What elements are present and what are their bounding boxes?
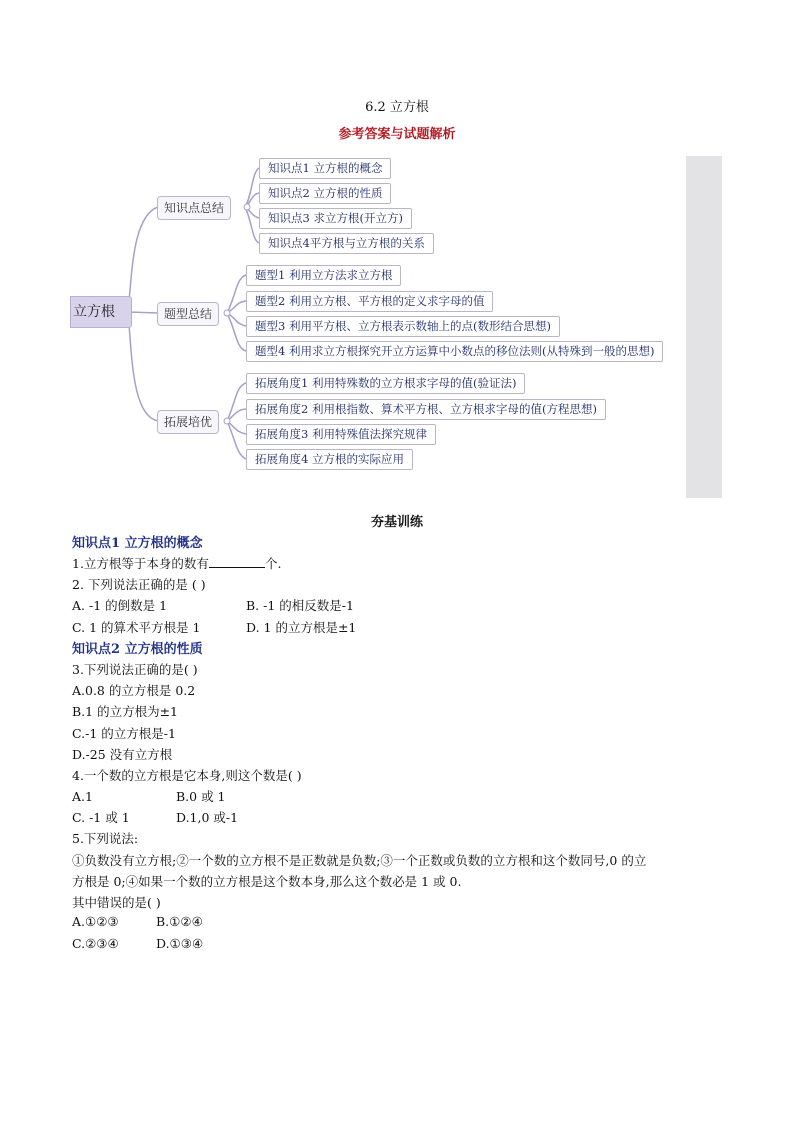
option-c[interactable]: C.②③④ xyxy=(72,936,119,951)
question-2-options-row2 xyxy=(72,618,356,636)
leaf-type1[interactable]: 题型1 利用立方法求立方根 xyxy=(246,265,401,286)
question-1-suffix: 个. xyxy=(264,556,282,571)
leaf-ext2[interactable]: 拓展角度2 利用根指数、算术平方根、立方根求字母的值(方程思想) xyxy=(246,399,606,420)
leaf-kp1[interactable]: 知识点1 立方根的概念 xyxy=(259,158,391,179)
option-d[interactable]: D. 1 的立方根是±1 xyxy=(246,620,357,635)
question-3-option-d[interactable]: D.-25 没有立方根 xyxy=(72,747,173,762)
question-5: 5.下列说法: xyxy=(72,831,139,846)
option-d[interactable]: D.1,0 或-1 xyxy=(176,810,239,825)
question-2-options-row1 xyxy=(72,596,354,614)
option-c[interactable]: C. 1 的算术平方根是 1 xyxy=(72,620,201,635)
option-d[interactable]: D.①③④ xyxy=(156,936,204,951)
question-1 xyxy=(72,554,281,572)
leaf-ext3[interactable]: 拓展角度3 利用特殊值法探究规律 xyxy=(246,424,436,445)
option-b[interactable]: B. -1 的相反数是-1 xyxy=(246,598,354,613)
leaf-ext4[interactable]: 拓展角度4 立方根的实际应用 xyxy=(246,449,413,470)
question-4-options-row2 xyxy=(72,808,238,826)
option-a[interactable]: A.1 xyxy=(72,789,93,804)
option-b[interactable]: B.①②④ xyxy=(156,914,203,929)
question-5-options-row1 xyxy=(72,914,203,929)
question-4-options-row1 xyxy=(72,787,226,805)
question-5-statement-line2: 方根是 0;④如果一个数的立方根是这个数本身,那么这个数必是 1 或 0. xyxy=(72,874,462,889)
question-3: 3.下列说法正确的是( ) xyxy=(72,662,198,677)
knowledge-point-2-heading: 知识点2 立方根的性质 xyxy=(72,642,203,657)
leaf-kp3[interactable]: 知识点3 求立方根(开立方) xyxy=(259,208,412,229)
question-5-options-row2 xyxy=(72,936,203,951)
question-5-prompt: 其中错误的是( ) xyxy=(72,895,161,910)
leaf-kp4[interactable]: 知识点4平方根与立方根的关系 xyxy=(259,233,434,254)
answer-blank[interactable] xyxy=(209,555,265,568)
option-a[interactable]: A. -1 的倒数是 1 xyxy=(72,598,168,613)
leaf-kp2[interactable]: 知识点2 立方根的性质 xyxy=(259,183,391,204)
question-3-option-a[interactable]: A.0.8 的立方根是 0.2 xyxy=(72,683,196,698)
branch-question-types[interactable]: 题型总结 xyxy=(157,302,219,326)
leaf-type2[interactable]: 题型2 利用立方根、平方根的定义求字母的值 xyxy=(246,291,493,312)
leaf-type4[interactable]: 题型4 利用求立方根探究开立方运算中小数点的移位法则(从特殊到一般的思想) xyxy=(246,341,663,362)
question-3-option-b[interactable]: B.1 的立方根为±1 xyxy=(72,704,179,719)
mindmap-root-node[interactable]: 立方根 xyxy=(70,296,132,328)
question-2: 2. 下列说法正确的是 ( ) xyxy=(72,577,206,592)
option-a[interactable]: A.①②③ xyxy=(72,914,119,929)
page-subtitle: 参考答案与试题解析 xyxy=(338,127,456,142)
option-c[interactable]: C. -1 或 1 xyxy=(72,810,130,825)
section-title: 夯基训练 xyxy=(370,515,423,530)
question-1-text: 1.立方根等于本身的数有 xyxy=(72,556,209,571)
question-3-option-c[interactable]: C.-1 的立方根是-1 xyxy=(72,726,176,741)
option-b[interactable]: B.0 或 1 xyxy=(176,789,226,804)
leaf-type3[interactable]: 题型3 利用平方根、立方根表示数轴上的点(数形结合思想) xyxy=(246,316,560,337)
branch-knowledge-summary[interactable]: 知识点总结 xyxy=(157,196,231,220)
branch-extension[interactable]: 拓展培优 xyxy=(157,410,219,434)
knowledge-point-1-heading: 知识点1 立方根的概念 xyxy=(72,536,203,551)
question-5-statement-line1: ①负数没有立方根;②一个数的立方根不是正数就是负数;③一个正数或负数的立方根和这个数同号,0 的立 xyxy=(72,853,647,868)
question-4: 4.一个数的立方根是它本身,则这个数是( ) xyxy=(72,768,302,783)
page-title: 6.2 立方根 xyxy=(365,100,429,115)
leaf-ext1[interactable]: 拓展角度1 利用特殊数的立方根求字母的值(验证法) xyxy=(246,373,525,394)
